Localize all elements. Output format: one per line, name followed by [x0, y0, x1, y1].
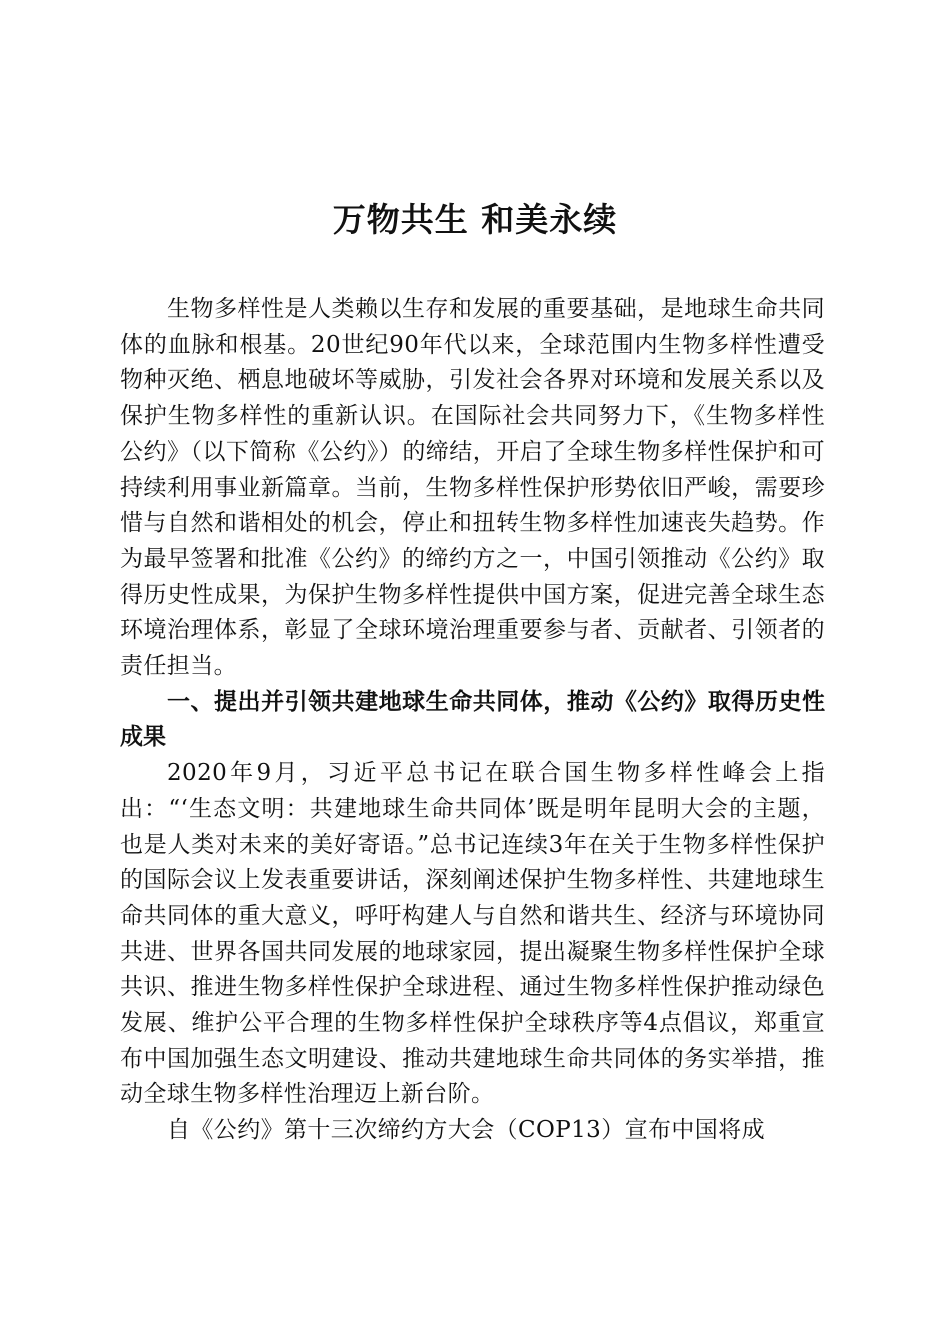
section-heading-1: 一、提出并引领共建地球生命共同体，推动《公约》取得历史性成果	[120, 688, 825, 751]
document-body	[120, 292, 825, 1149]
section1-paragraph-1: 2020年9月，习近平总书记在联合国生物多样性峰会上指出：“‘生态文明：共建地球生命共同体’既是明年昆明大会的主题，也是人类对未来的美好寄语。”总书记连续3年在关于生物多样性保护的国际会议上发表重要讲话，深刻阐述保护生物多样性、共建地球生命共同体的重大意义，呼吁构建人与自然和谐共生、经济与环境协同共进、世界各国共同发展的地球家园，提出凝聚生物多样性保护全球共识、推进生物多样性保护全球进程、通过生物多样性保护推动绿色发展、维护公平合理的生物多样性保护全球秩序等4点倡议，郑重宣布中国加强生态文明建设、推动共建地球生命共同体的务实举措，推动全球生物多样性治理迈上新台阶。	[120, 760, 825, 1108]
intro-paragraph: 生物多样性是人类赖以生存和发展的重要基础，是地球生命共同体的血脉和根基。20世纪90年代以来，全球范围内生物多样性遭受物种灭绝、栖息地破坏等威胁，引发社会各界对环境和发展关系以及保护生物多样性的重新认识。在国际社会共同努力下，《生物多样性公约》（以下简称《公约》）的缔结，开启了全球生物多样性保护和可持续利用事业新篇章。当前，生物多样性保护形势依旧严峻，需要珍惜与自然和谐相处的机会，停止和扭转生物多样性加速丧失趋势。作为最早签署和批准《公约》的缔约方之一，中国引领推动《公约》取得历史性成果，为保护生物多样性提供中国方案，促进完善全球生态环境治理体系，彰显了全球环境治理重要参与者、贡献者、引领者的责任担当。	[120, 296, 825, 680]
section1-paragraph-2: 自《公约》第十三次缔约方大会（COP13）宣布中国将成	[167, 1117, 765, 1144]
document-title: 万物共生 和美永续	[332, 200, 618, 239]
